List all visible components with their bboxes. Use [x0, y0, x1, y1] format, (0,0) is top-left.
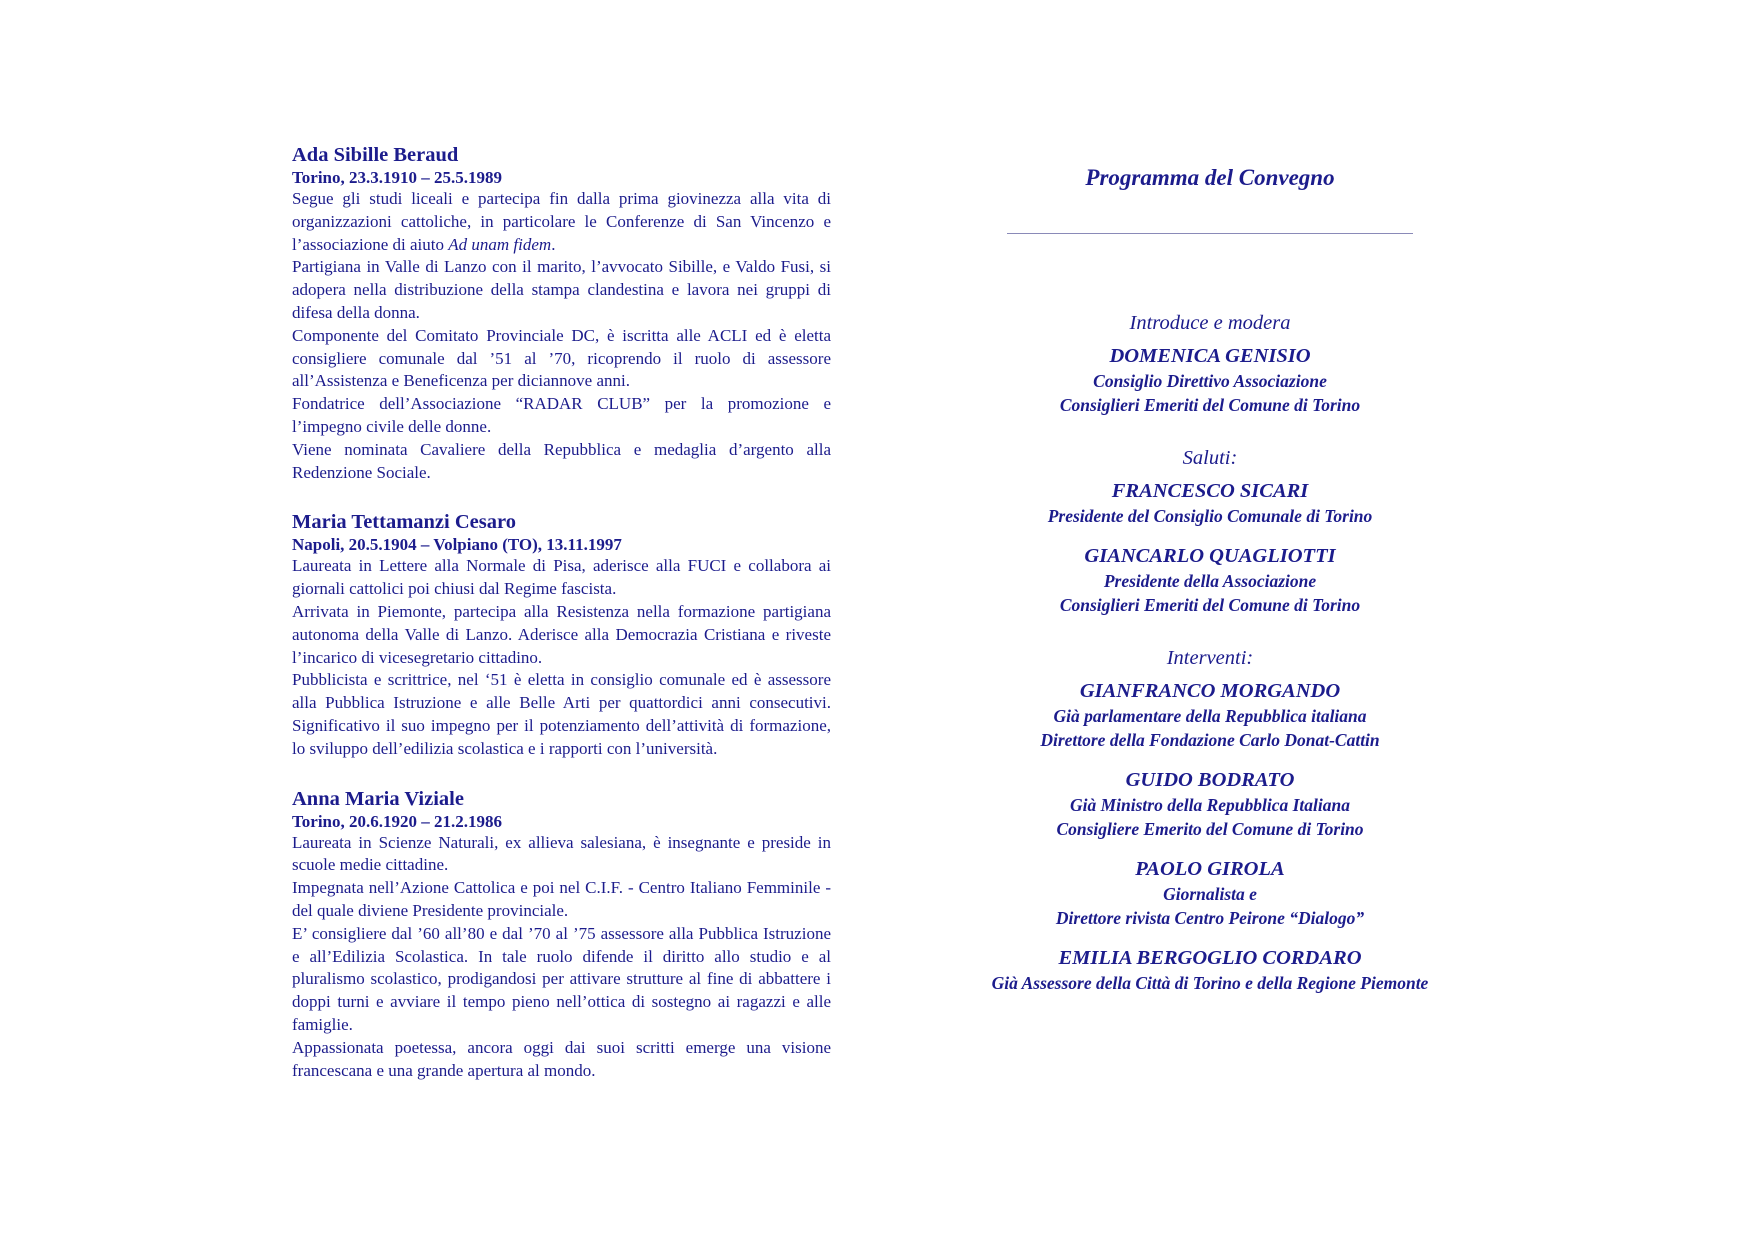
speaker-name: EMILIA BERGOGLIO CORDARO	[1058, 947, 1362, 969]
speaker-role: Già Assessore della Città di Torino e della Regione Piemonte	[991, 973, 1429, 993]
speaker-role: Già parlamentare della Repubblica italiana	[1053, 706, 1367, 726]
biography-paragraph: Pubblicista e scrittrice, nel ‘51 è eletta in consiglio comunale ed è assessore alla Pubblica Istruzione e alle Belle Arti per quattordici anni consecutivi. Significativo il suo impegno per il potenziamento dell’attività di formazione, lo sviluppo dell’edilizia scolastica e i rapporti con l’università.	[292, 670, 831, 758]
biography-entry	[292, 510, 831, 760]
section-label: Saluti:	[1182, 447, 1238, 469]
speaker-name: DOMENICA GENISIO	[1109, 345, 1311, 367]
biography-entry	[292, 143, 831, 484]
speaker-block	[930, 479, 1490, 528]
biography-paragraph: Fondatrice dell’Associazione “RADAR CLUB” per la promozione e l’impegno civile delle donne.	[292, 394, 831, 436]
biographies-column	[292, 143, 831, 1108]
biography-paragraph: Laureata in Scienze Naturali, ex allieva salesiana, è insegnante e preside in scuole medie cittadine.	[292, 832, 831, 875]
programme-title: Programma del Convegno	[1085, 165, 1335, 190]
speaker-block	[930, 857, 1490, 930]
speaker-role: Consiglieri Emeriti del Comune di Torino	[1059, 395, 1361, 415]
biography-paragraph: Laureata in Lettere alla Normale di Pisa, aderisce alla FUCI e collabora ai giornali cattolici poi chiusi dal Regime fascista.	[292, 556, 831, 599]
programme-section	[930, 310, 1490, 417]
biography-paragraph: Viene nominata Cavaliere della Repubblica e medaglia d’argento alla Redenzione Sociale.	[292, 439, 831, 482]
biography-text: .	[551, 234, 556, 254]
biography-name: Maria Tettamanzi Cesaro	[292, 511, 516, 534]
association-name-italic: Ad unam fidem	[448, 234, 552, 254]
biography-dates: Torino, 20.6.1920 – 21.2.1986	[292, 811, 503, 831]
speaker-block	[930, 544, 1490, 617]
biography-dates: Napoli, 20.5.1904 – Volpiano (TO), 13.11.1997	[292, 535, 622, 555]
biography-entry	[292, 787, 831, 1083]
biography-paragraph: Partigiana in Valle di Lanzo con il marito, l’avvocato Sibille, e Valdo Fusi, si adopera nella distribuzione della stampa clandestina e lavora nei gruppi di difesa della donna.	[292, 257, 831, 322]
speaker-name: PAOLO GIROLA	[1135, 858, 1285, 880]
programme-column	[930, 164, 1490, 995]
speaker-block	[930, 768, 1490, 841]
speaker-role: Già Ministro della Repubblica Italiana	[1069, 795, 1351, 815]
speaker-role: Consigliere Emerito del Comune di Torino	[1056, 819, 1364, 839]
speaker-role: Presidente del Consiglio Comunale di Torino	[1047, 506, 1373, 526]
speaker-name: GIANFRANCO MORGANDO	[1079, 680, 1341, 702]
speaker-name: FRANCESCO SICARI	[1111, 480, 1309, 502]
speaker-name: GUIDO BODRATO	[1125, 769, 1295, 791]
speaker-name: GIANCARLO QUAGLIOTTI	[1084, 545, 1336, 567]
speaker-role: Giornalista e	[1163, 884, 1257, 904]
speaker-block	[930, 946, 1490, 995]
speaker-role: Presidente della Associazione	[1103, 571, 1317, 591]
biography-name: Ada Sibille Beraud	[292, 144, 459, 166]
biography-paragraph: Appassionata poetessa, ancora oggi dai suoi scritti emerge una visione francescana e una grande apertura al mondo.	[292, 1037, 831, 1080]
speaker-block	[930, 679, 1490, 752]
biography-paragraph: Componente del Comitato Provinciale DC, è iscritta alle ACLI ed è eletta consigliere comunale dal ’51 al ’70, ricoprendo il ruolo di assessore all’Assistenza e Beneficenza per diciannove anni.	[292, 325, 831, 391]
biography-paragraph	[292, 188, 831, 256]
speaker-role: Direttore rivista Centro Peirone “Dialogo”	[1055, 908, 1365, 928]
biography-text: Segue gli studi liceali e partecipa fin dalla prima giovinezza alla vita di organizzazioni cattoliche, in particolare le Conferenze di San Vincenzo e l’associazione di aiuto	[292, 189, 831, 254]
section-label: Introduce e modera	[1129, 312, 1291, 334]
title-divider	[1007, 233, 1413, 234]
biography-name: Anna Maria Viziale	[292, 787, 464, 810]
biography-dates: Torino, 23.3.1910 – 25.5.1989	[292, 168, 503, 187]
speaker-role: Consiglio Direttivo Associazione	[1093, 371, 1327, 391]
section-label: Interventi:	[1166, 647, 1254, 669]
biography-paragraph: E’ consigliere dal ’60 all’80 e dal ’70 al ’75 assessore alla Pubblica Istruzione e all’Edilizia Scolastica. In tale ruolo difende il diritto allo studio e al pluralismo scolastico, prodigandosi per attivare strutture al fine di abbattere i doppi turni e avviare il tempo pieno nell’ottica di sostegno ai ragazzi e alle famiglie.	[292, 923, 831, 1034]
speaker-block	[930, 344, 1490, 417]
biography-paragraph: Arrivata in Piemonte, partecipa alla Resistenza nella formazione partigiana autonoma della Valle di Lanzo. Aderisce alla Democrazia Cristiana e riveste l’incarico di vicesegretario cittadino.	[292, 601, 831, 667]
biography-paragraph: Impegnata nell’Azione Cattolica e poi nel C.I.F. - Centro Italiano Femminile - del quale diviene Presidente provinciale.	[292, 878, 831, 920]
programme-section	[930, 645, 1490, 995]
programme-section	[930, 445, 1490, 617]
speaker-role: Direttore della Fondazione Carlo Donat-Cattin	[1040, 730, 1380, 750]
speaker-role: Consiglieri Emeriti del Comune di Torino	[1059, 595, 1361, 615]
